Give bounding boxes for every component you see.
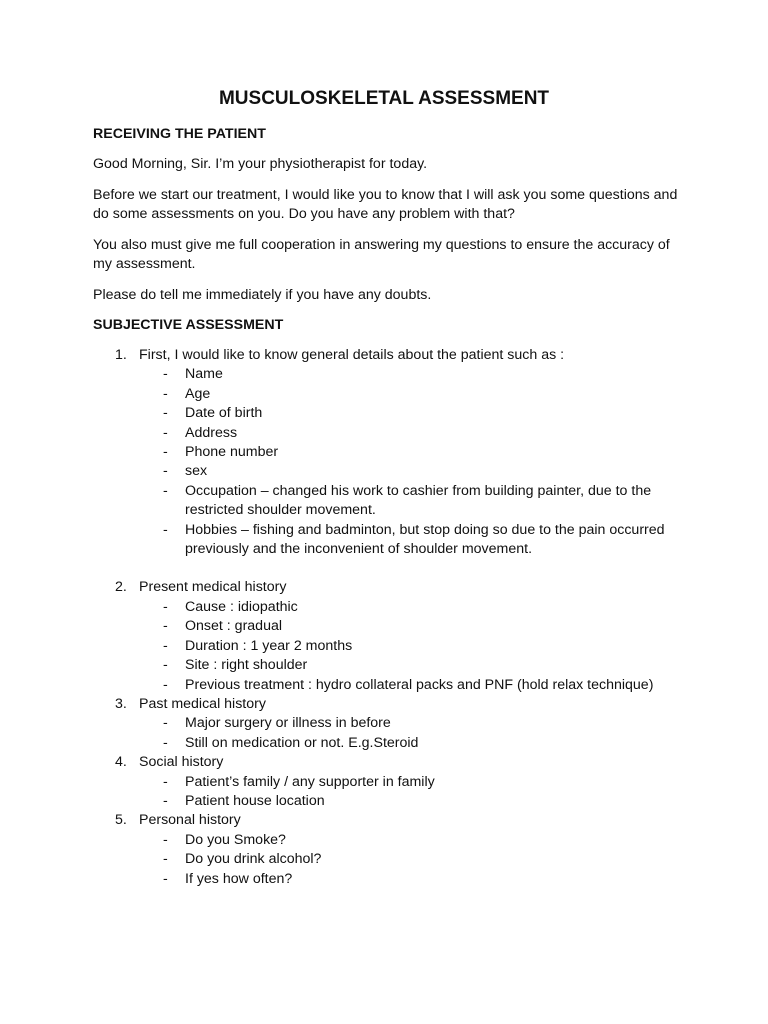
sub-list-item (93, 365, 683, 384)
list-item (93, 695, 683, 714)
sub-item-text: Still on medication or not. E.g.Steroid (185, 734, 419, 751)
sub-list-item (93, 792, 683, 811)
sub-item-text: Previous treatment : hydro collateral packs and PNF (hold relax technique) (185, 676, 654, 693)
dash-bullet: - (163, 405, 168, 422)
sub-list-item (93, 850, 683, 869)
document-body (93, 124, 683, 889)
sub-list (93, 773, 683, 812)
sub-list (93, 831, 683, 889)
sub-list-item (93, 676, 683, 695)
sub-list-item (93, 637, 683, 656)
item-number: 1. (115, 347, 127, 363)
dash-bullet: - (163, 482, 168, 499)
sub-list-item (93, 773, 683, 792)
list-item (93, 578, 683, 597)
sub-list-item (93, 404, 683, 423)
sub-list (93, 598, 683, 695)
sub-list-item (93, 714, 683, 733)
item-text: First, I would like to know general details about the patient such as : (139, 347, 565, 363)
sub-item-text: Occupation – changed his work to cashier from building painter, due to the restricted shoulder movement. (185, 482, 652, 519)
dash-bullet: - (163, 463, 168, 480)
sub-item-text: Date of birth (185, 405, 263, 422)
dash-bullet: - (163, 792, 168, 809)
sub-list (93, 714, 683, 753)
sub-list-item (93, 462, 683, 481)
sub-item-text: Duration : 1 year 2 months (185, 637, 353, 654)
list-item (93, 811, 683, 830)
sub-item-text: Patient’s family / any supporter in family (185, 773, 435, 790)
dash-bullet: - (163, 424, 168, 441)
paragraph-doubts: Please do tell me immediately if you have any doubts. (93, 286, 432, 303)
sub-item-text: Patient house location (185, 792, 325, 809)
item-number: 4. (115, 754, 127, 771)
dash-bullet: - (163, 773, 168, 790)
page-title: MUSCULOSKELETAL ASSESSMENT (218, 88, 550, 109)
sub-item-text: If yes how often? (185, 870, 293, 887)
sub-list-item (93, 617, 683, 636)
dash-bullet: - (163, 831, 168, 848)
sub-item-text: Site : right shoulder (185, 657, 308, 674)
sub-list-item (93, 385, 683, 404)
sub-item-text: Do you drink alcohol? (185, 851, 322, 868)
sub-item-text: Major surgery or illness in before (185, 715, 391, 732)
dash-bullet: - (163, 715, 168, 732)
paragraph-greeting: Good Morning, Sir. I’m your physiotherapist for today. (93, 156, 428, 172)
paragraph-intro: Before we start our treatment, I would like you to know that I will ask you some questions and do some assessments on you. Do you have any problem with that? (93, 186, 678, 222)
item-text: Social history (139, 754, 224, 771)
sub-item-text: Name (185, 366, 223, 383)
item-number: 3. (115, 695, 127, 712)
dash-bullet: - (163, 444, 168, 461)
sub-item-text: sex (185, 463, 208, 480)
sub-item-text: Cause : idiopathic (185, 598, 298, 615)
item-number: 5. (115, 812, 127, 829)
dash-bullet: - (163, 618, 168, 635)
dash-bullet: - (163, 870, 168, 887)
sub-item-text: Do you Smoke? (185, 831, 286, 848)
section-heading-subjective: SUBJECTIVE ASSESSMENT (93, 317, 284, 333)
item-text: Past medical history (139, 695, 266, 712)
dash-bullet: - (163, 734, 168, 751)
sub-list-item (93, 734, 683, 753)
sub-list-item (93, 482, 683, 521)
dash-bullet: - (163, 851, 168, 868)
item-number: 2. (115, 579, 127, 596)
sub-item-text: Onset : gradual (185, 618, 283, 635)
sub-list-item (93, 598, 683, 617)
sub-list-item (93, 443, 683, 462)
sub-item-text: Hobbies – fishing and badminton, but stop doing so due to the pain occurred previously and the inconvenient of shoulder movement. (185, 521, 665, 558)
sub-list-item (93, 521, 683, 560)
dash-bullet: - (163, 657, 168, 674)
dash-bullet: - (163, 366, 168, 383)
item-text: Personal history (139, 812, 241, 829)
dash-bullet: - (163, 385, 168, 402)
section-heading-receiving: RECEIVING THE PATIENT (93, 126, 266, 142)
dash-bullet: - (163, 598, 168, 615)
sub-list-item (93, 656, 683, 675)
assessment-list (93, 346, 683, 889)
sub-list-item (93, 424, 683, 443)
dash-bullet: - (163, 637, 168, 654)
list-item (93, 753, 683, 772)
dash-bullet: - (163, 521, 168, 538)
sub-list-item (93, 831, 683, 850)
item-text: Present medical history (139, 579, 287, 596)
sub-item-text: Age (185, 385, 211, 402)
paragraph-cooperation: You also must give me full cooperation in answering my questions to ensure the accuracy of my assessment. (93, 236, 670, 272)
sub-item-text: Address (185, 424, 238, 441)
sub-list-item (93, 870, 683, 889)
sub-item-text: Phone number (185, 444, 279, 461)
list-item (93, 346, 683, 365)
dash-bullet: - (163, 676, 168, 693)
sub-list (93, 365, 683, 559)
